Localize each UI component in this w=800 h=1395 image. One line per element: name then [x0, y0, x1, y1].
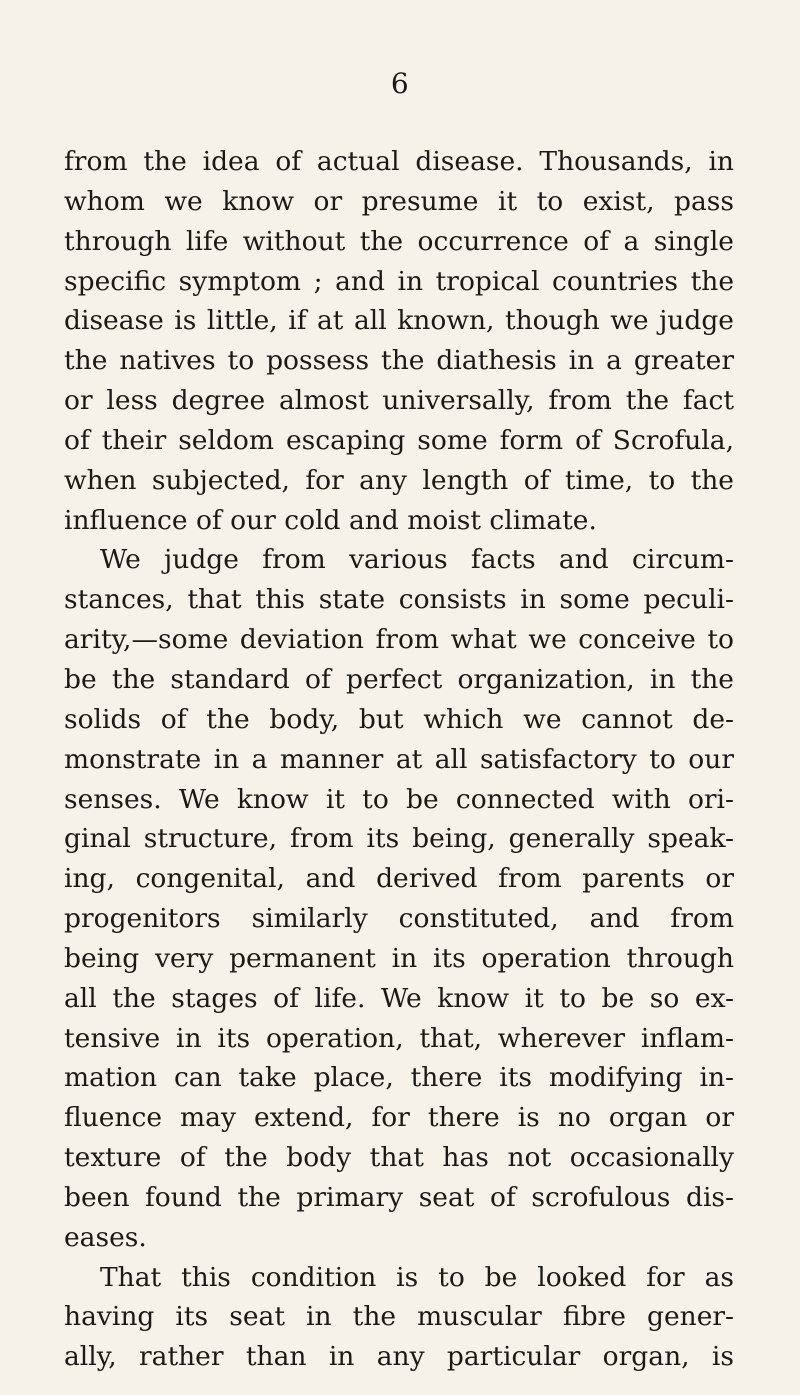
text-line: solids of the body, but which we cannot de- — [64, 703, 734, 735]
text-line: through life without the occurrence of a single — [64, 225, 734, 257]
text-line: or less degree almost universally, from the fact — [64, 385, 734, 417]
text-line: monstrate in a manner at all satisfactory to our — [64, 743, 734, 775]
text-line: ginal structure, from its being, generally speak- — [64, 823, 734, 855]
text-line: fluence may extend, for there is no organ or — [64, 1102, 734, 1134]
text-line: specific symptom ; and in tropical countries the — [64, 265, 734, 297]
text-line: ing, congenital, and derived from parents or — [64, 863, 734, 895]
text-line: when subjected, for any length of time, to the — [64, 464, 734, 496]
text-line: progenitors similarly constituted, and from — [64, 903, 734, 935]
text-line: all the stages of life. We know it to be so ex- — [64, 982, 734, 1014]
text-line: whom we know or presume it to exist, pass — [64, 185, 734, 217]
text-line: tensive in its operation, that, wherever inflam- — [64, 1022, 734, 1054]
text-line: mation can take place, there its modifying in- — [64, 1062, 734, 1094]
text-line: of their seldom escaping some form of Scrofula, — [64, 424, 734, 456]
text-line: stances, that this state consists in some peculi- — [64, 584, 734, 616]
text-line: ally, rather than in any particular organ, is — [64, 1341, 734, 1373]
text-line: influence of our cold and moist climate. — [64, 504, 597, 536]
text-line: texture of the body that has not occasionally — [64, 1142, 734, 1174]
text-line: from the idea of actual disease. Thousands, in — [64, 146, 734, 177]
body-text — [64, 142, 734, 1377]
text-line: be the standard of perfect organization, in the — [64, 663, 734, 695]
text-line: eases. — [64, 1221, 147, 1253]
text-line: That this condition is to be looked for as — [100, 1261, 734, 1293]
page-number: 6 — [390, 67, 410, 100]
text-line: arity,—some deviation from what we conceive to — [64, 624, 734, 656]
text-line: being very permanent in its operation through — [64, 942, 734, 974]
text-line: been found the primary seat of scrofulous dis- — [64, 1181, 734, 1213]
text-line: the natives to possess the diathesis in a greater — [64, 345, 734, 377]
text-line: having its seat in the muscular fibre gener- — [64, 1301, 734, 1333]
text-line: senses. We know it to be connected with ori- — [64, 783, 734, 815]
text-line: disease is little, if at all known, though we judge — [64, 305, 734, 337]
text-line: We judge from various facts and circum- — [100, 544, 734, 576]
